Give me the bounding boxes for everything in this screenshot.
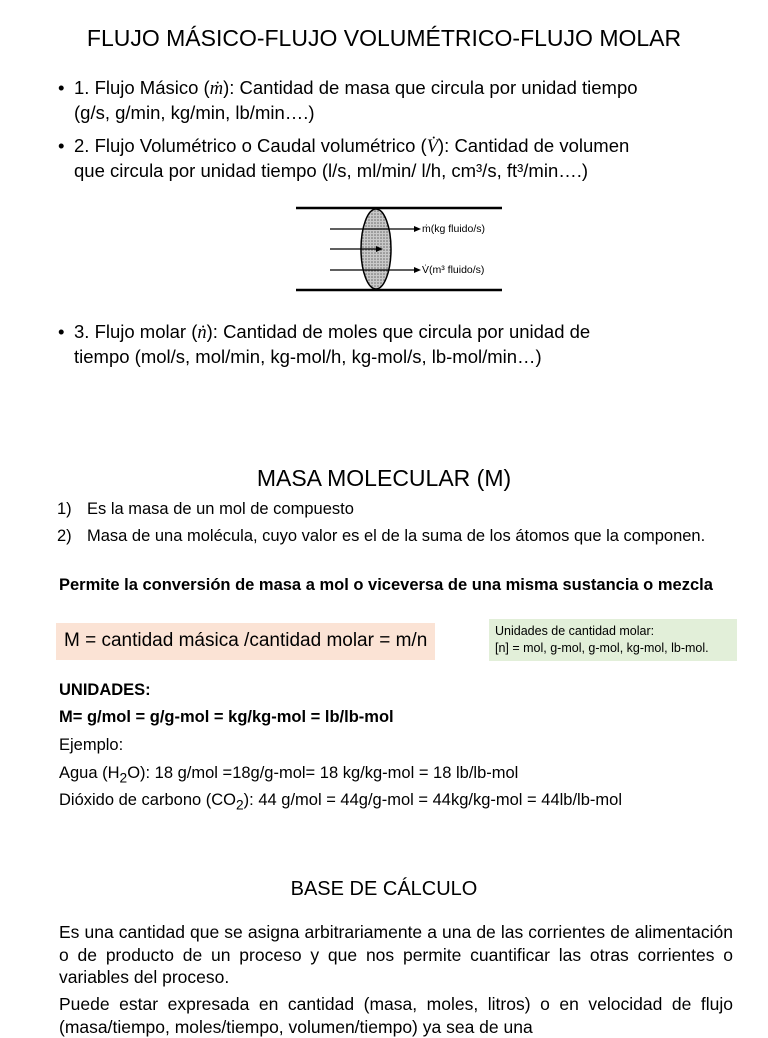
section-title-base-calculo: BASE DE CÁLCULO [290,878,478,900]
list-number: 2) [57,527,72,545]
section-title-masa-molecular: MASA MOLECULAR (M) [256,465,512,491]
bullet-flujo-volumetrico [58,134,744,183]
base-calculo-paragraph-1: Es una cantidad que se asigna arbitrariamente a una de las corrientes de alimentación o de producto de un proceso y que nos permite cuantificar las otras corrientes o variables del proceso. [59,922,733,987]
example-co2 [59,790,622,815]
list-item [57,526,733,547]
volume-flow-label: V̇(m³ fluido/s) [422,264,485,276]
list-text: Es la masa de un mol de compuesto [87,500,354,518]
bullet-flujo-molar [58,320,734,369]
section-title-flujos: FLUJO MÁSICO-FLUJO VOLUMÉTRICO-FLUJO MOLAR [86,25,682,51]
bullet-dot: • [58,135,65,156]
units-molar-note [489,619,737,661]
base-calculo-paragraph-2: Puede estar expresada en cantidad (masa, moles, litros) o en velocidad de flujo (masa/tiempo, moles/tiempo, volumen/tiempo) ya sea de una [59,994,733,1037]
item-text: ): Cantidad de masa que circula por unidad tiempo [223,77,638,98]
pipe-diagram [290,198,510,296]
mass-flow-label: ṁ(kg fluido/s) [422,223,486,235]
volume-flow-symbol: V̇ [426,137,438,157]
example-label: Ejemplo: [59,736,124,754]
item-text: ): Cantidad de volumen [438,135,630,156]
item-units: tiempo (mol/s, mol/min, kg-mol/h, kg-mol/s, lb-mol/min…) [74,346,542,367]
text-part: Agua (H [59,764,120,782]
molecular-mass-formula: M = cantidad másica /cantidad molar = m/n [56,623,435,660]
note-line: Unidades de cantidad molar: [495,624,655,638]
list-item [57,499,733,520]
item-units: (g/s, g/min, kg/min, lb/min….) [74,102,315,123]
conversion-note: Permite la conversión de masa a mol o viceversa de una misma sustancia o mezcla [59,576,713,594]
item-text: ): Cantidad de moles que circula por unidad de [206,321,591,342]
item-units: que circula por unidad tiempo (l/s, ml/min/ l/h, cm³/s, ft³/min….) [74,160,589,181]
molar-flow-symbol: ṅ [197,323,207,343]
text-part: O): 18 g/mol =18g/g-mol= 18 kg/kg-mol = 18 lb/lb-mol [127,764,519,782]
flow-pipe-figure [290,198,510,296]
example-water [59,763,518,788]
list-text: Masa de una molécula, cuyo valor es el de la suma de los átomos que la componen. [87,527,706,545]
item-prefix: 2. Flujo Volumétrico o Caudal volumétrico ( [74,135,427,156]
units-equation: M= g/mol = g/g-mol = kg/kg-mol = lb/lb-mol [59,708,394,726]
subscript: 2 [119,770,128,786]
list-number: 1) [57,500,72,518]
subscript: 2 [236,797,244,813]
text-part: Dióxido de carbono (CO [59,791,237,809]
units-heading: UNIDADES: [59,681,151,699]
note-line: [n] = mol, g-mol, g-mol, kg-mol, lb-mol. [495,641,709,655]
item-prefix: 3. Flujo molar ( [74,321,198,342]
text-part: ): 44 g/mol = 44g/g-mol = 44kg/kg-mol = 44lb/lb-mol [243,791,622,809]
bullet-dot: • [58,321,65,342]
item-prefix: 1. Flujo Másico ( [74,77,210,98]
bullet-dot: • [58,77,65,98]
mass-flow-symbol: ṁ [209,79,224,99]
bullet-flujo-masico [58,76,734,125]
